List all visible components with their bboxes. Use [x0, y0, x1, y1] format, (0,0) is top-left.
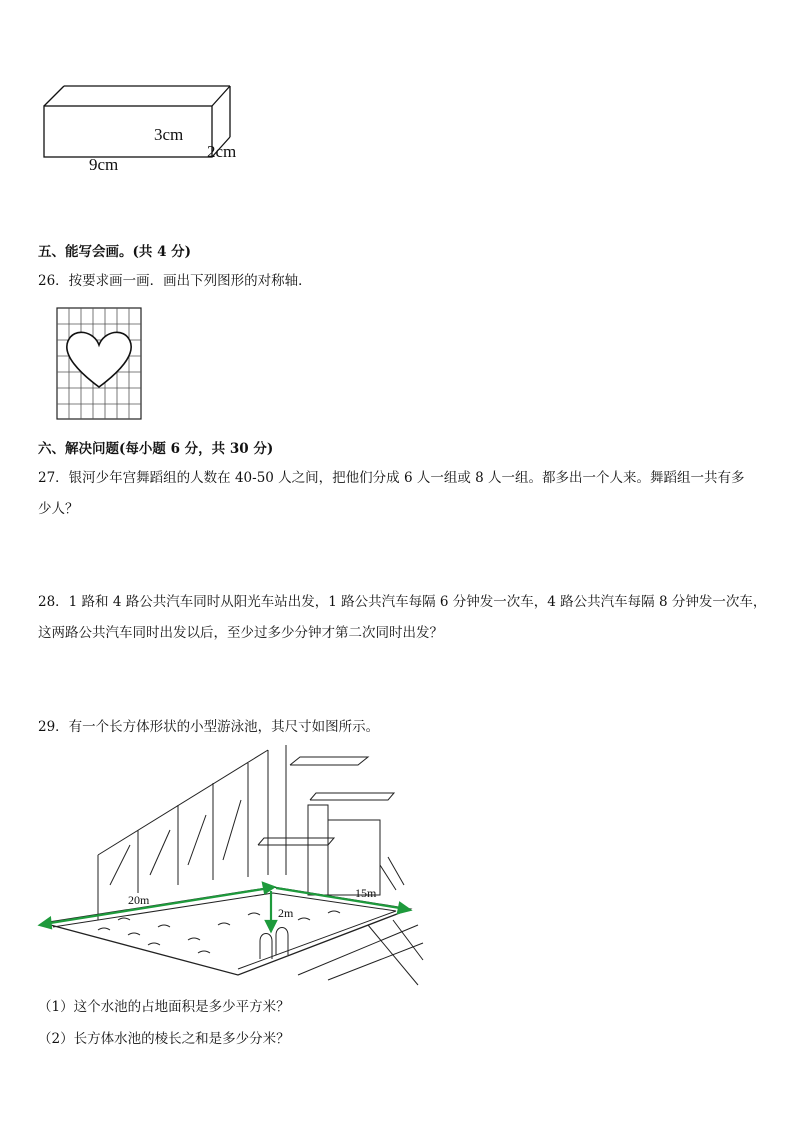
section6-heading: 六、解决问题(每小题 6 分，共 30 分): [38, 441, 274, 457]
question-27-line2: 少人？: [38, 501, 79, 517]
pool-figure: [38, 745, 428, 985]
question-29: 29．有一个长方体形状的小型游泳池，其尺寸如图所示。: [38, 719, 380, 735]
pool-depth-label: 2m: [278, 906, 294, 920]
pool-width-label: 15m: [355, 886, 377, 900]
pool-length-label: 20m: [128, 893, 150, 907]
heart-grid-figure: [56, 307, 146, 422]
question-27-line1: 27．银河少年宫舞蹈组的人数在 40-50 人之间，把他们分成 6 人一组或 8 人一组。都多出一个人来。舞蹈组一共有多: [38, 470, 745, 486]
section5-heading: 五、能写会画。(共 4 分): [38, 244, 192, 260]
question-28-line1: 28．1 路和 4 路公共汽车同时从阳光车站出发，1 路公共汽车每隔 6 分钟发一次车，4 路公共汽车每隔 8 分钟发一次车，: [38, 594, 767, 610]
question-29-sub2: （2）长方体水池的棱长之和是多少分米？: [38, 1031, 290, 1047]
cuboid-height-label: 3cm: [154, 125, 184, 144]
question-26: 26．按要求画一画．画出下列图形的对称轴．: [38, 273, 312, 289]
question-28-line2: 这两路公共汽车同时出发以后，至少过多少分钟才第二次同时出发？: [38, 625, 443, 641]
cuboid-depth-label: 2cm: [207, 142, 237, 161]
question-29-sub1: （1）这个水池的占地面积是多少平方米？: [38, 999, 290, 1015]
cuboid-length-label: 9cm: [89, 155, 119, 174]
